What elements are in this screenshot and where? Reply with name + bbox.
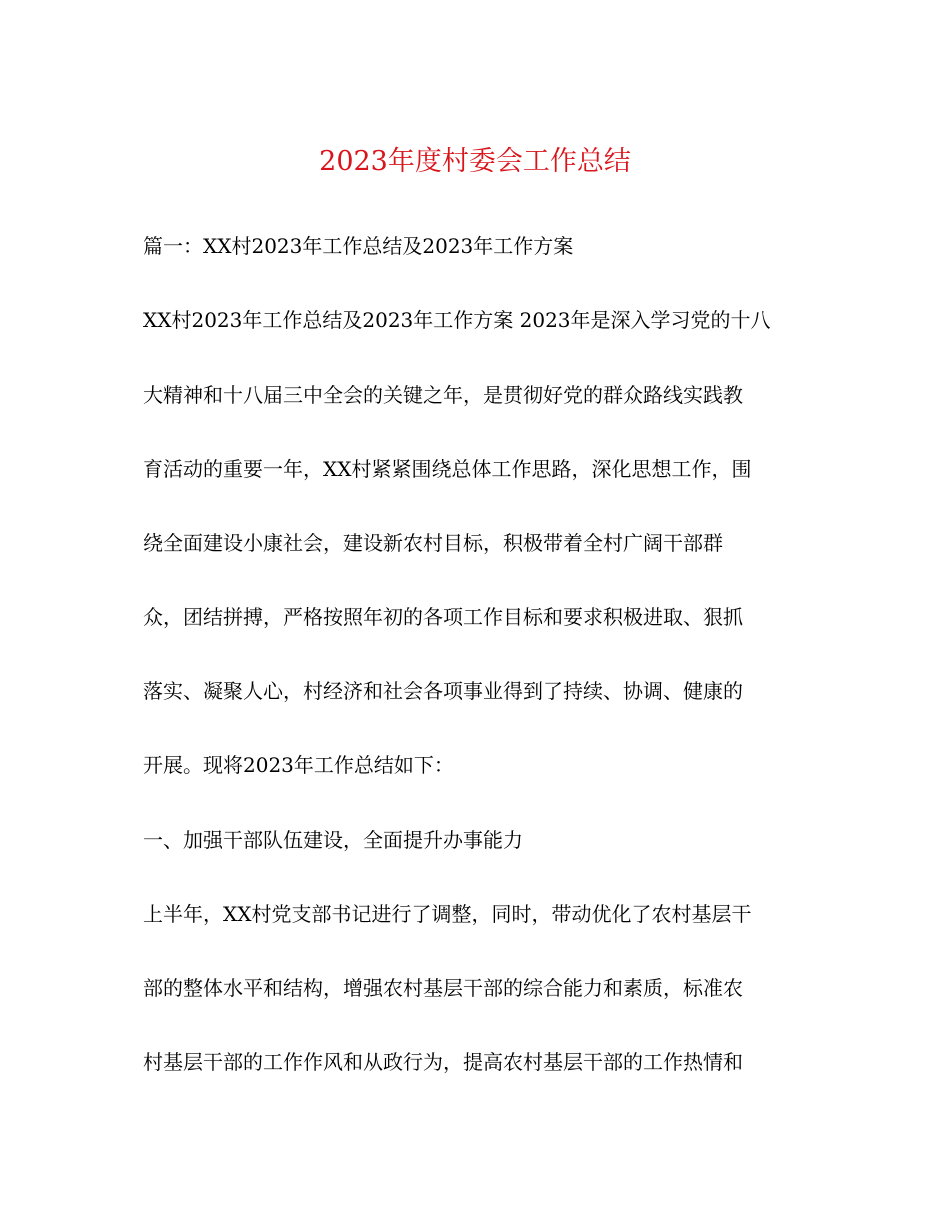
body-line: 育活动的重要一年，XX村紧紧围绕总体工作思路，深化思想工作，围: [143, 457, 752, 481]
body-line: 众，团结拼搏，严格按照年初的各项工作目标和要求积极进取、狠抓: [143, 605, 743, 629]
body-line: 上半年，XX村党支部书记进行了调整，同时，带动优化了农村基层干: [143, 902, 752, 926]
section-heading-one: 一、加强干部队伍建设，全面提升办事能力: [143, 828, 523, 852]
body-line: XX村2023年工作总结及2023年工作方案 2023年是深入学习党的十八: [143, 308, 771, 332]
body-line: 大精神和十八届三中全会的关键之年，是贯彻好党的群众路线实践教: [143, 383, 743, 407]
body-line: 落实、凝聚人心，村经济和社会各项事业得到了持续、协调、健康的: [143, 679, 743, 703]
body-line: 开展。现将2023年工作总结如下：: [143, 753, 454, 777]
body-line: 部的整体水平和结构，增强农村基层干部的综合能力和素质，标准农: [143, 976, 743, 1000]
section-heading-part-one: 篇一：XX村2023年工作总结及2023年工作方案: [143, 234, 574, 258]
document-title: 2023年度村委会工作总结: [319, 146, 631, 177]
body-line: 绕全面建设小康社会，建设新农村目标，积极带着全村广阔干部群: [143, 531, 723, 555]
body-line: 村基层干部的工作作风和从政行为，提高农村基层干部的工作热情和: [143, 1050, 743, 1074]
